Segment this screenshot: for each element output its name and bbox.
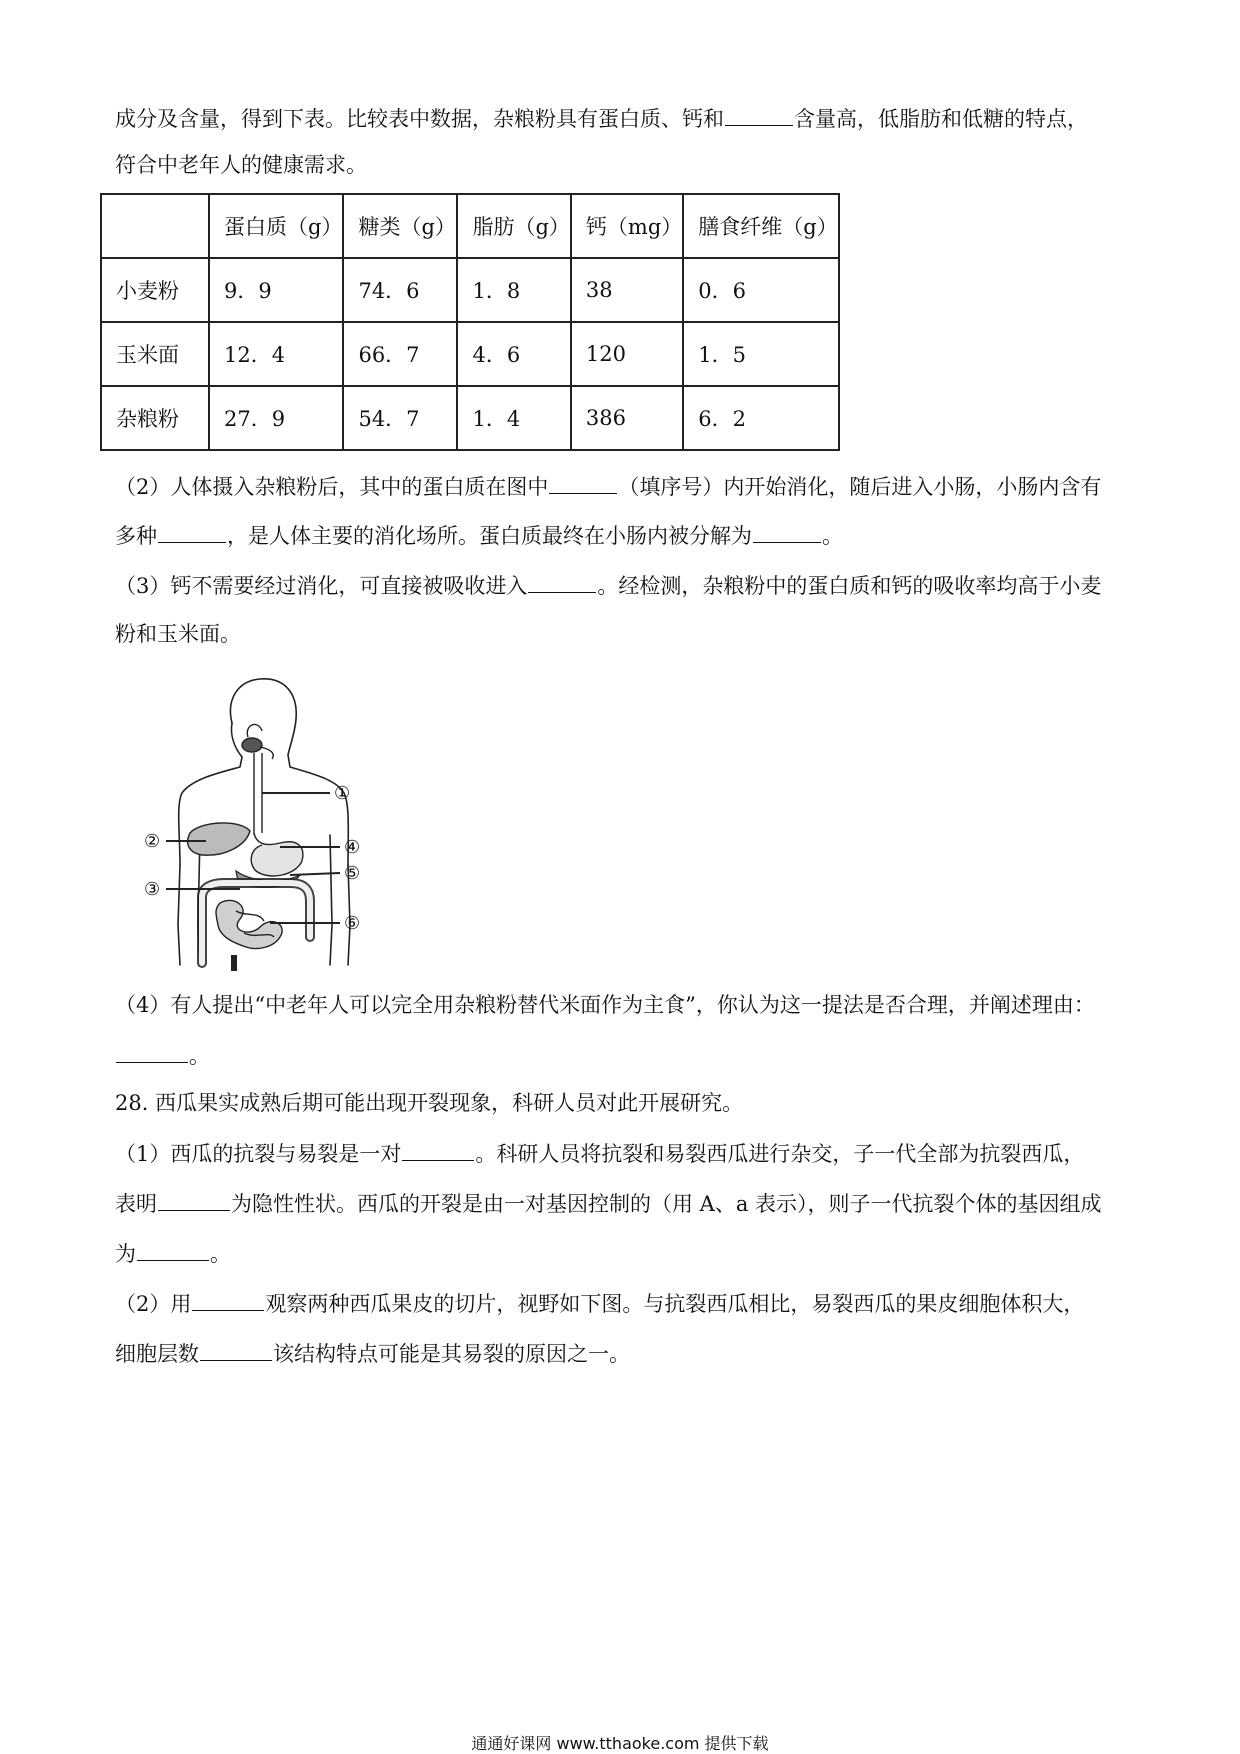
table-row [101,322,839,386]
label-1: ① [334,783,351,804]
table-cell: 120 [571,322,683,386]
answer-blank[interactable] [753,520,821,543]
label-3: ③ [144,879,161,900]
table-cell: 386 [571,386,683,450]
answer-blank[interactable] [549,471,617,494]
question-28-line [115,1238,231,1269]
text: 。科研人员将抗裂和易裂西瓜进行杂交，子一代全部为抗裂西瓜， [475,1142,1085,1166]
question-4-line [115,990,1095,1020]
liver [188,823,250,855]
text: 为隐性性状。西瓜的开裂是由一对基因控制的（用 A、a 表示），则子一代抗裂个体的基因组成 [231,1192,1102,1216]
table-row [101,386,839,450]
question-28-title [115,1088,743,1118]
header-cell: 膳食纤维（g） [683,194,838,258]
header-cell: 糖类（g） [343,194,457,258]
text: 粉和玉米面。 [115,622,241,646]
answer-blank[interactable] [402,1138,474,1161]
mouth [242,724,273,759]
paragraph-line [115,150,367,180]
table-cell: 54．7 [343,386,457,450]
question-3-line [115,570,1101,601]
answer-blank[interactable] [158,520,226,543]
answer-blank[interactable] [137,1238,209,1261]
text: ，是人体主要的消化场所。蛋白质最终在小肠内被分解为 [227,524,752,548]
text: 。 [210,1242,231,1266]
text: 符合中老年人的健康需求。 [115,153,367,177]
row-label: 小麦粉 [101,258,209,322]
text: （4）有人提出“中老年人可以完全用杂粮粉替代米面作为主食”，你认为这一提法是否合理，并阐述理由： [115,993,1095,1017]
question-28-line [115,1288,1084,1319]
answer-blank[interactable] [528,570,596,593]
label-5: ⑤ [344,863,361,884]
text: 多种 [115,524,157,548]
answer-blank[interactable] [116,1040,188,1063]
text: （2）人体摄入杂粮粉后，其中的蛋白质在图中 [115,475,549,499]
text: （2）用 [115,1292,192,1316]
question-4-line [115,1040,210,1071]
text: 28. 西瓜果实成熟后期可能出现开裂现象，科研人员对此开展研究。 [115,1091,744,1115]
text: （3）钙不需要经过消化，可直接被吸收进入 [115,574,528,598]
esophagus [254,753,262,835]
table-cell: 9．9 [209,258,343,322]
table-cell: 1．8 [457,258,570,322]
table-cell: 38 [571,258,683,322]
text: 成分及含量，得到下表。比较表中数据，杂粮粉具有蛋白质、钙和 [115,107,724,131]
answer-blank[interactable] [192,1288,264,1311]
question-2-line [115,471,1101,502]
digestive-system-diagram [140,675,400,975]
row-label: 杂粮粉 [101,386,209,450]
page-footer: 通通好课网 www.tthaoke.com 提供下载 [471,1734,769,1753]
table-row [101,258,839,322]
answer-blank[interactable] [158,1188,230,1211]
text: 细胞层数 [115,1342,199,1366]
text: （1）西瓜的抗裂与易裂是一对 [115,1142,402,1166]
small-intestine [216,900,282,948]
header-cell: 钙（mg） [571,194,683,258]
text: 表明 [115,1192,157,1216]
table-cell: 12．4 [209,322,343,386]
table-cell: 0．6 [683,258,838,322]
table-cell: 27．9 [209,386,343,450]
table-cell: 74．6 [343,258,457,322]
stomach [251,833,303,876]
label-2: ② [144,831,161,852]
label-4: ④ [344,837,361,858]
question-28-line [115,1338,630,1369]
table-cell: 66．7 [343,322,457,386]
label-6: ⑥ [344,913,361,934]
text: 含量高，低脂肪和低糖的特点， [794,107,1088,131]
table-cell: 4．6 [457,322,570,386]
question-2-line [115,520,843,551]
text: （填序号）内开始消化，随后进入小肠，小肠内含有 [618,475,1102,499]
question-3-line [115,619,241,649]
table-cell: 1．4 [457,386,570,450]
paragraph-line [115,103,1088,134]
text: 观察两种西瓜果皮的切片，视野如下图。与抗裂西瓜相比，易裂西瓜的果皮细胞体积大， [265,1292,1085,1316]
question-28-line [115,1188,1102,1219]
answer-blank[interactable] [200,1338,272,1361]
row-label: 玉米面 [101,322,209,386]
text: 。 [822,524,843,548]
answer-blank[interactable] [725,103,793,126]
text: 该结构特点可能是其易裂的原因之一。 [273,1342,630,1366]
header-cell: 蛋白质（g） [209,194,343,258]
text: 为 [115,1242,136,1266]
text: 。经检测，杂粮粉中的蛋白质和钙的吸收率均高于小麦 [597,574,1102,598]
header-cell [101,194,209,258]
table-header-row [101,194,839,258]
header-cell: 脂肪（g） [457,194,570,258]
table-cell: 1．5 [683,322,838,386]
text: 。 [189,1044,210,1068]
table-cell: 6．2 [683,386,838,450]
nutrition-table [100,193,840,451]
question-28-line [115,1138,1084,1169]
